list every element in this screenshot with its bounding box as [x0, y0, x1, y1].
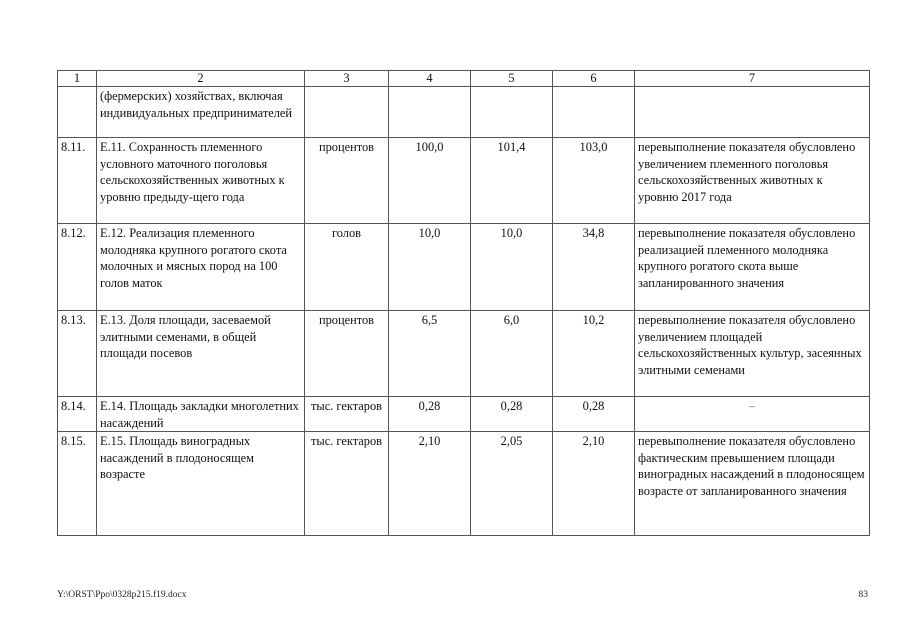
unit-cell: процентов — [305, 138, 389, 224]
unit-cell: тыс. гектаров — [305, 397, 389, 432]
note-cell: перевыполнение показателя обусловлено увеличением площадей сельскохозяйственных культур, засеянных элитными семенами — [635, 311, 870, 397]
row-number: 8.11. — [58, 138, 97, 224]
row-number: 8.14. — [58, 397, 97, 432]
value-cell: 103,0 — [553, 138, 635, 224]
value-cell: 100,0 — [389, 138, 471, 224]
value-cell: 10,0 — [389, 224, 471, 311]
indicator-name: Е.12. Реализация племенного молодняка крупного рогатого скота молочных и мясных пород на 100 голов маток — [97, 224, 305, 311]
table-row — [58, 224, 870, 311]
row-number: 8.13. — [58, 311, 97, 397]
page-number: 83 — [858, 590, 868, 600]
value-cell: 101,4 — [471, 138, 553, 224]
column-header: 2 — [97, 71, 305, 87]
note-cell: перевыполнение показателя обусловлено реализацией племенного молодняка крупного рогатого скота выше запланированного значения — [635, 224, 870, 311]
column-header: 5 — [471, 71, 553, 87]
row-number — [58, 87, 97, 138]
value-cell: 10,2 — [553, 311, 635, 397]
value-cell: 6,5 — [389, 311, 471, 397]
table-header-row — [58, 71, 870, 87]
table-row — [58, 311, 870, 397]
value-cell: 2,10 — [553, 432, 635, 536]
file-path-footer: Y:\ORST\Ppo\0328p215.f19.docx — [57, 590, 187, 600]
table-row — [58, 432, 870, 536]
table-row — [58, 87, 870, 138]
column-header: 4 — [389, 71, 471, 87]
indicator-name: Е.11. Сохранность племенного условного маточного поголовья сельскохозяйственных животных к уровню предыду-щего года — [97, 138, 305, 224]
indicator-name: Е.14. Площадь закладки многолетних насаждений — [97, 397, 305, 432]
column-header: 7 — [635, 71, 870, 87]
unit-cell — [305, 87, 389, 138]
note-cell: – — [635, 397, 870, 432]
unit-cell: тыс. гектаров — [305, 432, 389, 536]
value-cell: 0,28 — [471, 397, 553, 432]
note-cell: перевыполнение показателя обусловлено увеличением племенного поголовья сельскохозяйственных животных к уровню 2017 года — [635, 138, 870, 224]
value-cell: 6,0 — [471, 311, 553, 397]
table-row — [58, 138, 870, 224]
unit-cell: голов — [305, 224, 389, 311]
indicator-name: Е.13. Доля площади, засеваемой элитными семенами, в общей площади посевов — [97, 311, 305, 397]
value-cell — [389, 87, 471, 138]
value-cell: 0,28 — [553, 397, 635, 432]
column-header: 1 — [58, 71, 97, 87]
value-cell: 2,10 — [389, 432, 471, 536]
value-cell: 0,28 — [389, 397, 471, 432]
value-cell: 34,8 — [553, 224, 635, 311]
indicator-table — [57, 70, 870, 536]
note-cell: перевыполнение показателя обусловлено фактическим превышением площади виноградных насаждений в плодоносящем возрасте от запланированного значения — [635, 432, 870, 536]
value-cell: 10,0 — [471, 224, 553, 311]
unit-cell: процентов — [305, 311, 389, 397]
table-row — [58, 397, 870, 432]
note-cell — [635, 87, 870, 138]
column-header: 6 — [553, 71, 635, 87]
indicator-name: Е.15. Площадь виноградных насаждений в плодоносящем возрасте — [97, 432, 305, 536]
column-header: 3 — [305, 71, 389, 87]
row-number: 8.15. — [58, 432, 97, 536]
indicator-name: (фермерских) хозяйствах, включая индивидуальных предпринимателей — [97, 87, 305, 138]
value-cell — [471, 87, 553, 138]
value-cell: 2,05 — [471, 432, 553, 536]
row-number: 8.12. — [58, 224, 97, 311]
value-cell — [553, 87, 635, 138]
